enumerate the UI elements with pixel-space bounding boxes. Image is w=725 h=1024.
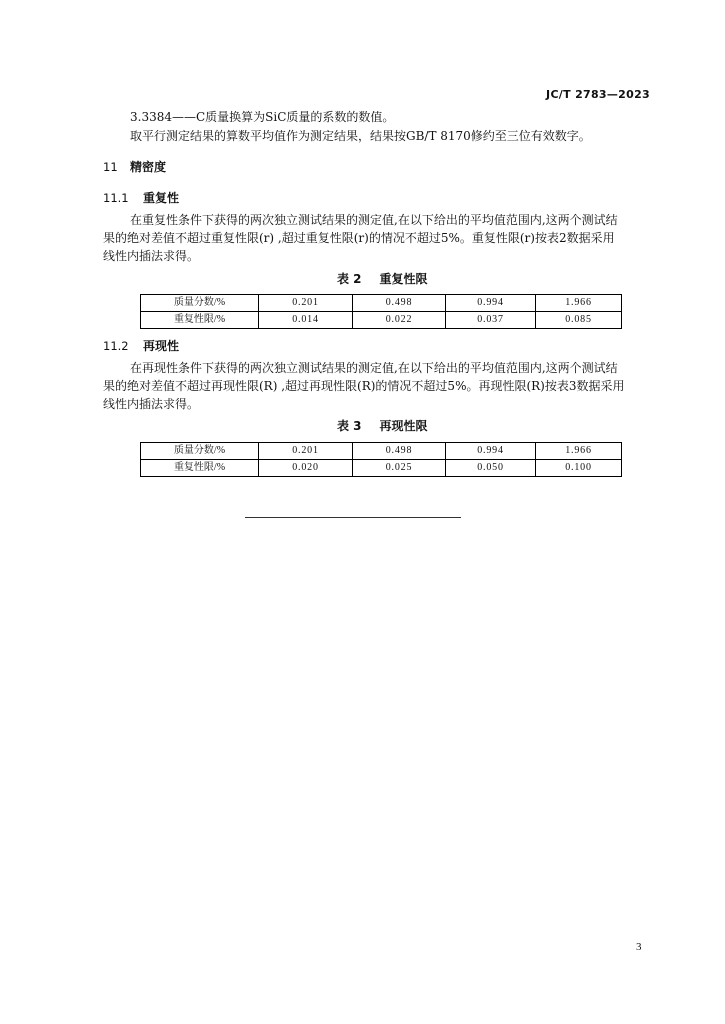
table-2-title: 重复性限 (379, 272, 428, 286)
section-11-2-title: 再现性 (143, 339, 180, 353)
reproducibility-paragraph-line: 线性内插法求得。 (103, 397, 200, 411)
reproducibility-paragraph-line: 果的绝对差值不超过再现性限(R) ,超过再现性限(R)的情况不超过5%。再现性限(R)按表3数据采用 (103, 379, 625, 393)
table-cell: 0.201 (259, 295, 353, 312)
table-3-caption (337, 418, 428, 434)
table-cell: 0.022 (353, 312, 446, 329)
repeatability-paragraph-line: 在重复性条件下获得的两次独立测试结果的测定值,在以下给出的平均值范围内,这两个测试结 (130, 213, 618, 227)
table-3-title: 再现性限 (379, 419, 428, 433)
table-cell: 0.498 (353, 443, 446, 460)
table-row (141, 443, 622, 460)
page-number: 3 (636, 941, 642, 953)
table-cell: 0.994 (446, 443, 536, 460)
section-11-number: 11 (103, 160, 118, 174)
table-cell: 0.037 (446, 312, 536, 329)
table-cell: 0.025 (353, 460, 446, 477)
table-cell: 0.201 (259, 443, 353, 460)
table-cell: 0.014 (259, 312, 353, 329)
table-3 (140, 442, 622, 477)
table-cell: 0.100 (536, 460, 622, 477)
formula-note: 3.3384——C质量换算为SiC质量的系数的数值。 (130, 110, 395, 124)
table-row (141, 312, 622, 329)
table-cell: 重复性限/% (141, 312, 259, 329)
table-row (141, 295, 622, 312)
document-code-header: JC/T 2783—2023 (546, 88, 650, 101)
reproducibility-paragraph-line: 在再现性条件下获得的两次独立测试结果的测定值,在以下给出的平均值范围内,这两个测试结 (130, 361, 618, 375)
table-cell: 0.994 (446, 295, 536, 312)
table-2 (140, 294, 622, 329)
table-cell: 0.498 (353, 295, 446, 312)
table-cell: 0.050 (446, 460, 536, 477)
repeatability-paragraph-line: 线性内插法求得。 (103, 249, 200, 263)
section-11-2-number: 11.2 (103, 339, 129, 353)
table-row (141, 460, 622, 477)
section-11-title: 精密度 (130, 160, 167, 174)
repeatability-paragraph-line: 果的绝对差值不超过重复性限(r) ,超过重复性限(r)的情况不超过5%。重复性限(r)按表2数据采用 (103, 231, 615, 245)
table-cell: 质量分数/% (141, 295, 259, 312)
table-2-label: 表 2 (337, 272, 362, 286)
end-rule-divider (245, 517, 461, 518)
table-cell: 质量分数/% (141, 443, 259, 460)
table-cell: 0.020 (259, 460, 353, 477)
section-11-1-number: 11.1 (103, 191, 129, 205)
table-cell: 重复性限/% (141, 460, 259, 477)
section-11-1-title: 重复性 (143, 191, 180, 205)
result-note: 取平行测定结果的算数平均值作为测定结果，结果按GB/T 8170修约至三位有效数字。 (130, 129, 591, 143)
table-3-label: 表 3 (337, 419, 362, 433)
table-cell: 1.966 (536, 295, 622, 312)
table-2-caption (337, 271, 428, 287)
table-cell: 0.085 (536, 312, 622, 329)
table-cell: 1.966 (536, 443, 622, 460)
